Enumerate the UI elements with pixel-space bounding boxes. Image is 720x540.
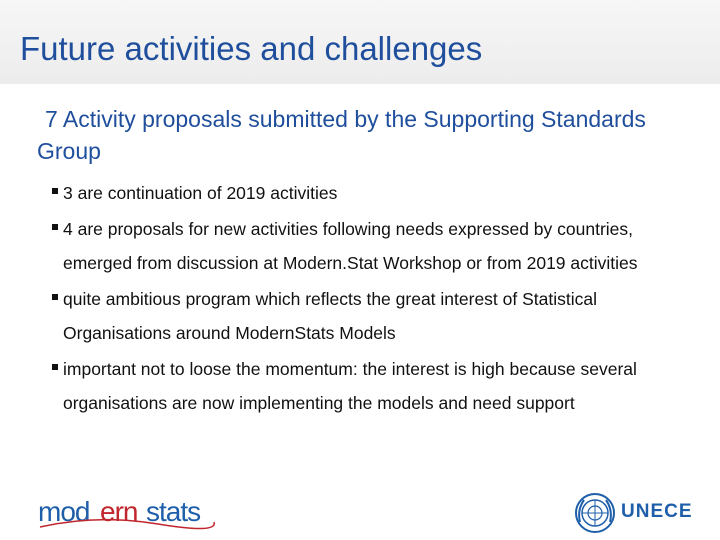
bullet-item xyxy=(52,282,692,350)
bullet-square-icon xyxy=(52,294,58,300)
bullet-list xyxy=(52,176,692,422)
bullet-text: 3 are continuation of 2019 activities xyxy=(63,183,338,203)
modernstats-logo-icon xyxy=(38,494,218,534)
bullet-text: 4 are proposals for new activities following needs expressed by countries, emerged from discussion at Modern.Stat Workshop or from 2019 activities xyxy=(63,219,638,273)
bullet-item xyxy=(52,212,692,280)
bullet-item xyxy=(52,176,692,210)
unece-logo-text: UNECE xyxy=(621,501,693,522)
unece-logo xyxy=(574,492,706,534)
svg-text:ern: ern xyxy=(100,496,138,527)
modernstats-logo xyxy=(38,494,218,534)
bullet-item xyxy=(52,352,692,420)
bullet-square-icon xyxy=(52,188,58,194)
svg-text:stats: stats xyxy=(146,496,201,527)
slide-subtitle: 7 Activity proposals submitted by the Supporting Standards Group xyxy=(37,106,646,164)
bullet-square-icon xyxy=(52,224,58,230)
bullet-text: quite ambitious program which reflects the great interest of Statistical Organisations around ModernStats Models xyxy=(63,289,597,343)
un-emblem-icon xyxy=(574,492,616,534)
bullet-square-icon xyxy=(52,364,58,370)
slide-title: Future activities and challenges xyxy=(20,30,483,67)
bullet-text: important not to loose the momentum: the interest is high because several organisations are now implementing the models and need support xyxy=(63,359,637,413)
svg-text:mod: mod xyxy=(38,496,90,527)
